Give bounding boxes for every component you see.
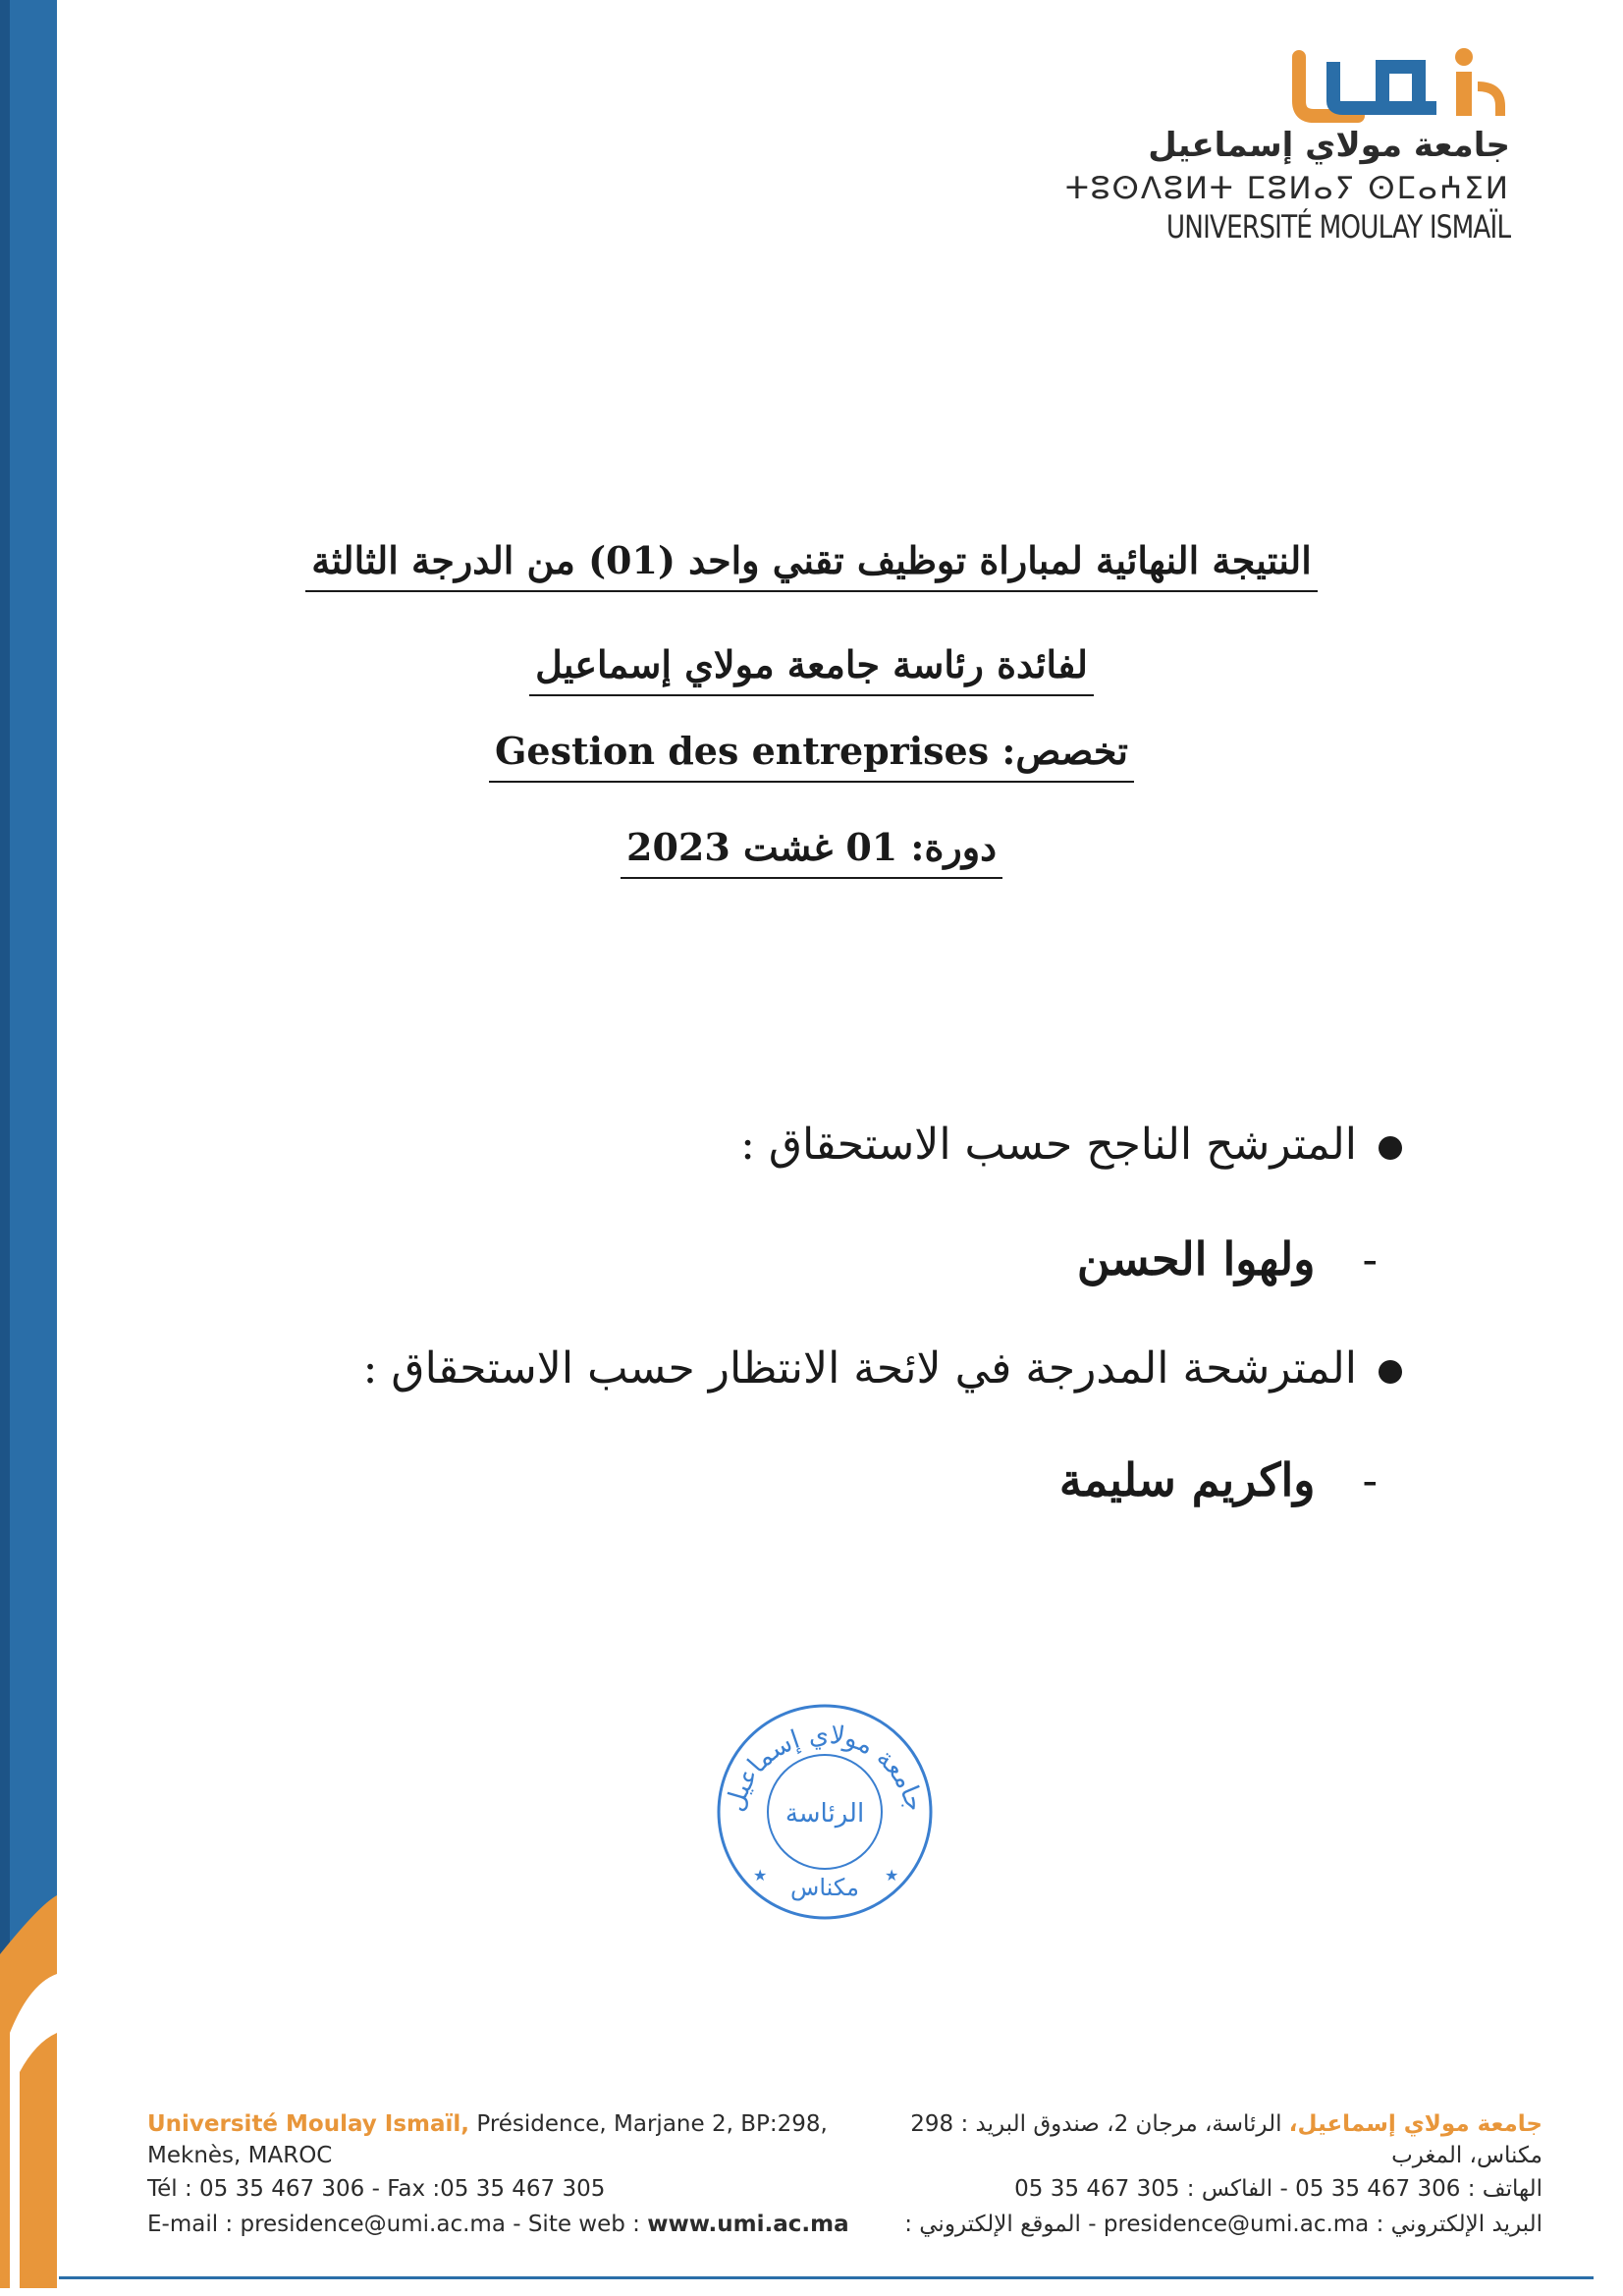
- left-band-arch-decoration: [0, 1895, 57, 2288]
- winner-heading-text: المترشح الناجح حسب الاستحقاق :: [740, 1120, 1357, 1170]
- stamp-bottom-text: مكناس: [790, 1874, 859, 1901]
- footer-ar-university: جامعة مولاي إسماعيل،: [1288, 2111, 1542, 2137]
- footer-ar-line-1: [910, 2111, 1542, 2137]
- title-line-2-text: لفائدة رئاسة جامعة مولاي إسماعيل: [529, 642, 1094, 696]
- dash-marker: -: [1362, 1453, 1378, 1506]
- logo-arabic-name: جامعة مولاي إسماعيل: [1148, 126, 1510, 165]
- dash-marker: -: [1362, 1232, 1378, 1285]
- title-line-3: [0, 729, 1623, 773]
- bullet-icon: [1379, 1136, 1402, 1160]
- umi-logo-mark: [1289, 47, 1525, 126]
- footer-rule: [59, 2276, 1594, 2279]
- waitlist-name: واكريم سليمة: [1058, 1453, 1316, 1506]
- footer-fr-phone: Tél : 05 35 467 306 - Fax :05 35 467 305: [147, 2176, 606, 2202]
- official-stamp: [712, 1699, 938, 1925]
- footer-ar-city: مكناس، المغرب: [1391, 2143, 1542, 2168]
- stamp-star-icon: ★: [885, 1866, 899, 1885]
- winner-heading: [740, 1120, 1402, 1170]
- footer-ar-phone: الهاتف : 306 467 35 05 - الفاكس : 305 467 35 05: [1014, 2176, 1542, 2202]
- waitlist-entry: [1059, 1453, 1378, 1506]
- winner-entry: [1077, 1232, 1378, 1285]
- stamp-star-icon: ★: [753, 1866, 768, 1885]
- waitlist-heading: [363, 1343, 1402, 1394]
- footer-fr-line-1: [147, 2111, 828, 2137]
- footer-fr-address: Présidence, Marjane 2, BP:298,: [469, 2111, 828, 2137]
- title-line-1: [0, 538, 1623, 582]
- footer-ar-email: البريد الإلكتروني : presidence@umi.ac.ma - الموقع الإلكتروني :: [904, 2212, 1542, 2237]
- footer-fr-email: E-mail : presidence@umi.ac.ma - Site web :: [147, 2212, 648, 2237]
- bullet-icon: [1379, 1360, 1402, 1384]
- title-line-2: [0, 642, 1623, 686]
- title-line-4: [0, 825, 1623, 869]
- footer-fr-city: Meknès, MAROC: [147, 2143, 333, 2168]
- logo-french-name: UNIVERSITÉ MOULAY ISMAÏL: [1165, 208, 1510, 246]
- footer-fr-university: Université Moulay Ismaïl,: [147, 2111, 470, 2137]
- winner-name: ولهوا الحسن: [1076, 1232, 1316, 1285]
- footer-site-link[interactable]: www.umi.ac.ma: [647, 2212, 849, 2237]
- logo-tifinagh-name: ⵜⵓⵙⴷⵓⵍⵜ ⵎⵓⵍⴰⵢ ⵙⵎⴰⵄⵉⵍ: [1064, 171, 1510, 206]
- stamp-outer-text: جامعة مولاي إسماعيل: [720, 1720, 930, 1815]
- title-line-3-text: تخصص: Gestion des entreprises: [489, 729, 1134, 783]
- footer-fr-line-4: [147, 2212, 849, 2237]
- university-logo: [1064, 39, 1569, 246]
- stamp-center-text: الرئاسة: [784, 1799, 865, 1829]
- title-line-1-text: النتيجة النهائية لمباراة توظيف تقني واحد (01) من الدرجة الثالثة: [305, 538, 1318, 592]
- footer-ar-address: الرئاسة، مرجان 2، صندوق البريد : 298: [910, 2111, 1289, 2137]
- title-line-4-text: دورة: 01 غشت 2023: [621, 825, 1002, 879]
- waitlist-heading-text: المترشحة المدرجة في لائحة الانتظار حسب الاستحقاق :: [362, 1343, 1357, 1394]
